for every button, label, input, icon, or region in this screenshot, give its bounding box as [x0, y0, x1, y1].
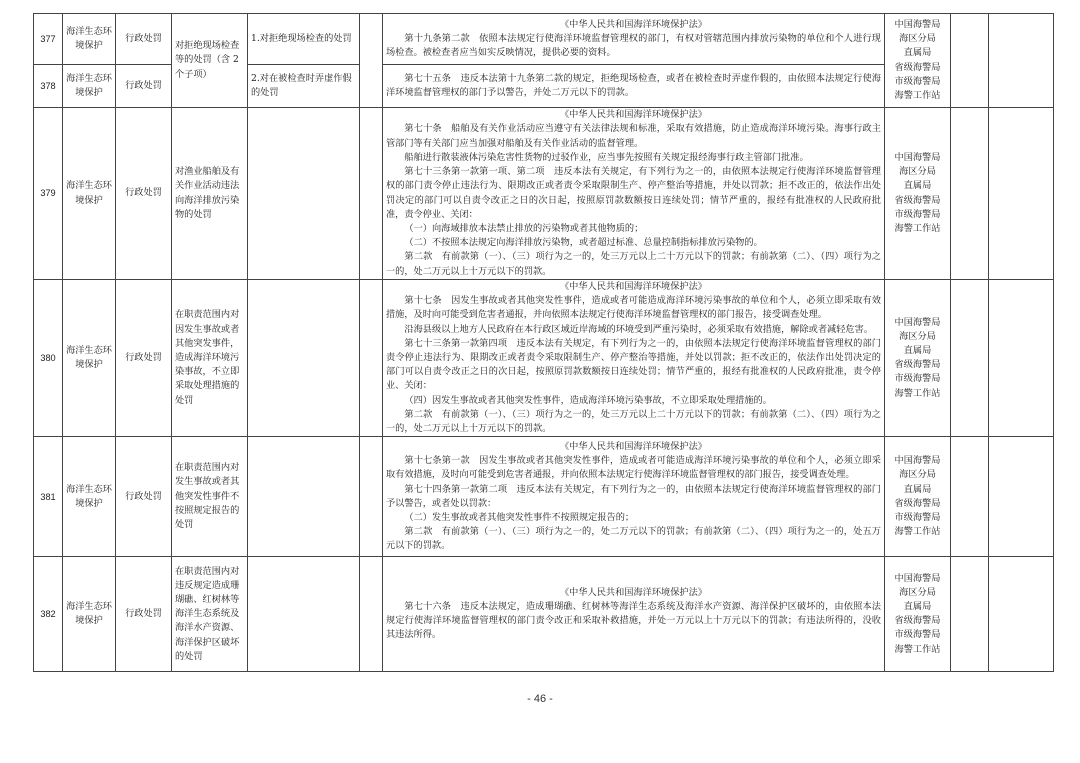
authority-line: 省级海警局	[894, 61, 941, 73]
remarks-cell	[989, 108, 1054, 280]
authority-cell	[885, 280, 951, 437]
category-cell: 海洋生态环境保护	[63, 280, 116, 437]
authority-line: 海警工作站	[894, 387, 941, 399]
legal-basis-cell	[383, 437, 885, 557]
authority-line: 海警工作站	[894, 222, 941, 234]
authority-line: 市级海警局	[894, 208, 941, 220]
basis-paragraph: （二）不按照本法规定向海洋排放污染物，或者超过标准、总量控制指标排放污染物的。	[404, 237, 763, 249]
category-cell: 海洋生态环境保护	[63, 14, 116, 65]
blank-cell	[360, 557, 383, 672]
authority-cell	[885, 557, 951, 672]
basis-paragraph: 第七十五条 违反本法第十九条第二款的规定，拒绝现场检查，或者在被检查时弄虚作假的，由依照本法规定行使海洋环境监督管理权的部门予以警告，并处二万元以下的罚款。	[386, 72, 881, 98]
basis-paragraph: 第七十三条第一款第四项 违反本法有关规定，有下列行为之一的，由依照本法规定行使海洋环境监督管理权的部门责令停止违法行为、限期改正或者责令采取限制生产、停产整治等措施，并处以罚款；拒不改正的，依法作出处罚决定的部门可以自责令改正之日的次日起，按照原罚款数额按日连续处罚；情节严重的，报经有批准权的人民政府批准，责令停业、关闭：	[386, 337, 881, 392]
authority-line: 市级海警局	[894, 629, 941, 641]
authority-line: 直属局	[903, 47, 932, 59]
legal-basis-cell	[383, 557, 885, 672]
authority-line: 省级海警局	[894, 359, 941, 371]
power-type-cell: 行政处罚	[116, 437, 172, 557]
table-row	[34, 280, 1054, 437]
row-number: 377	[34, 14, 63, 65]
category-cell: 海洋生态环境保护	[63, 65, 116, 108]
law-title: 《中华人民共和国海洋环境保护法》	[560, 18, 707, 30]
basis-paragraph: 沿海县级以上地方人民政府在本行政区域近岸海域的环境受到严重污染时，必须采取有效措施，解除或者减轻危害。	[404, 323, 873, 335]
authority-cell	[885, 437, 951, 557]
law-title: 《中华人民共和国海洋环境保护法》	[560, 109, 707, 121]
item-name-cell: 在职责范围内对违反规定造成珊瑚礁、红树林等海洋生态系统及海洋水产资源、海洋保护区破坏的处罚	[172, 557, 248, 672]
blank-cell	[951, 557, 989, 672]
basis-paragraph: 第七十六条 违反本法规定，造成珊瑚礁、红树林等海洋生态系统及海洋水产资源、海洋保护区破坏的，由依照本法规定行使海洋环境监督管理权的部门责令改正和采取补救措施，并处一万元以上十万元以下的罚款；有违法所得的，没收其违法所得。	[386, 601, 881, 641]
item-name-cell: 在职责范围内对发生事故或者其他突发性事件不按照规定报告的处罚	[172, 437, 248, 557]
row-number: 382	[34, 557, 63, 672]
sub-item-cell	[248, 557, 360, 672]
authority-line: 海警工作站	[894, 89, 941, 101]
authority-line: 省级海警局	[894, 615, 941, 627]
basis-paragraph: 第七十条 船舶及有关作业活动应当遵守有关法律法规和标准，采取有效措施，防止造成海洋环境污染。海事行政主管部门等有关部门应当加强对船舶及有关作业活动的监督管理。	[386, 123, 881, 149]
authority-line: 海区分局	[899, 33, 936, 45]
row-number: 378	[34, 65, 63, 108]
remarks-cell	[989, 280, 1054, 437]
sub-item-cell: 1.对拒绝现场检查的处罚	[248, 14, 360, 65]
basis-paragraph: 船舶进行散装液体污染危害性货物的过驳作业，应当事先按照有关规定报经海事行政主管部门批准。	[404, 151, 809, 163]
category-cell: 海洋生态环境保护	[63, 108, 116, 280]
sub-item-cell	[248, 108, 360, 280]
blank-cell	[951, 108, 989, 280]
category-cell: 海洋生态环境保护	[63, 437, 116, 557]
basis-paragraph: 第七十四条第一款第二项 违反本法有关规定，有下列行为之一的，由依照本法规定行使海洋环境监督管理权的部门予以警告，或者处以罚款：	[386, 483, 881, 509]
basis-paragraph: 第二款 有前款第（一）、（三）项行为之一的，处三万元以上二十万元以下的罚款；有前款第（二）、（四）项行为之一的，处二万元以上十万元以下的罚款。	[386, 251, 881, 277]
authority-line: 中国海警局	[894, 572, 941, 584]
power-type-cell: 行政处罚	[116, 557, 172, 672]
blank-cell	[951, 14, 989, 108]
basis-paragraph: 第十七条 因发生事故或者其他突发性事件，造成或者可能造成海洋环境污染事故的单位和个人，必须立即采取有效措施，及时向可能受到危害者通报，并向依照本法规定行使海洋环境监督管理权的部门报告，接受调查处理。	[386, 295, 881, 321]
category-cell: 海洋生态环境保护	[63, 557, 116, 672]
authority-line: 海警工作站	[894, 526, 941, 538]
table-row	[34, 14, 1054, 65]
authority-line: 海区分局	[899, 166, 936, 178]
law-title: 《中华人民共和国海洋环境保护法》	[560, 281, 707, 292]
item-name-cell: 在职责范围内对因发生事故或者其他突发事件，造成海洋环境污染事故，不立即采取处理措施的处罚	[172, 280, 248, 437]
authority-line: 省级海警局	[894, 194, 941, 206]
authority-line: 直属局	[903, 344, 932, 356]
authority-line: 海区分局	[899, 586, 936, 598]
item-name-cell: 对拒绝现场检查等的处罚（含 2 个子项）	[172, 14, 248, 108]
authority-line: 省级海警局	[894, 497, 941, 509]
blank-cell	[360, 280, 383, 437]
blank-cell	[360, 108, 383, 280]
blank-cell	[951, 437, 989, 557]
blank-cell	[360, 14, 383, 108]
authority-line: 直属局	[903, 483, 932, 495]
power-type-cell: 行政处罚	[116, 108, 172, 280]
authority-line: 直属局	[903, 601, 932, 613]
basis-paragraph: （一）向海域排放本法禁止排放的污染物或者其他物质的；	[404, 222, 644, 234]
row-number: 379	[34, 108, 63, 280]
authority-line: 中国海警局	[894, 151, 941, 163]
basis-paragraph: 第二款 有前款第（一）、（三）项行为之一的，处二万元以下的罚款；有前款第（二）、（四）项行为之一的，处五万元以下的罚款。	[386, 526, 881, 552]
basis-paragraph: 第七十三条第一款第一项、第二项 违反本法有关规定，有下列行为之一的，由依照本法规定行使海洋环境监督管理权的部门责令停止违法行为、限期改正或者责令采取限制生产、停产整治等措施，并处以罚款；拒不改正的，依法作出处罚决定的部门可以自责令改正之日的次日起，按照原罚款数额按日连续处罚；情节严重的，报经有批准权的人民政府批准，责令停业、关闭：	[386, 166, 881, 220]
authority-line: 海区分局	[899, 469, 936, 481]
basis-paragraph: （四）因发生事故或者其他突发性事件，造成海洋环境污染事故，不立即采取处理措施的。	[404, 394, 772, 406]
remarks-cell	[989, 557, 1054, 672]
remarks-cell	[989, 437, 1054, 557]
authority-line: 直属局	[903, 180, 932, 192]
table-row	[34, 437, 1054, 557]
sub-item-cell	[248, 437, 360, 557]
authority-line: 海区分局	[899, 330, 936, 342]
authority-cell	[885, 108, 951, 280]
basis-paragraph: 第十九条第二款 依照本法规定行使海洋环境监督管理权的部门，有权对管辖范围内排放污染物的单位和个人进行现场检查。被检查者应当如实反映情况，提供必要的资料。	[386, 32, 881, 59]
power-type-cell: 行政处罚	[116, 65, 172, 108]
row-number: 381	[34, 437, 63, 557]
law-title: 《中华人民共和国海洋环境保护法》	[560, 586, 707, 598]
item-name-cell: 对渔业船舶及有关作业活动违法向海洋排放污染物的处罚	[172, 108, 248, 280]
basis-paragraph: 第十七条第一款 因发生事故或者其他突发性事件，造成或者可能造成海洋环境污染事故的单位和个人，必须立即采取有效措施，及时向可能受到危害者通报，并向依照本法规定行使海洋环境监督管理权的部门报告，接受调查处理。	[386, 455, 881, 481]
legal-basis-cell	[383, 108, 885, 280]
authority-line: 市级海警局	[894, 511, 941, 523]
authority-line: 中国海警局	[894, 18, 941, 30]
table-row	[34, 108, 1054, 280]
row-number: 380	[34, 280, 63, 437]
sub-item-cell	[248, 280, 360, 437]
basis-paragraph: 第二款 有前款第（一）、（三）项行为之一的，处三万元以上二十万元以下的罚款；有前款第（二）、（四）项行为之一的，处二万元以上十万元以下的罚款。	[386, 408, 881, 435]
authority-line: 中国海警局	[894, 455, 941, 467]
law-title: 《中华人民共和国海洋环境保护法》	[560, 440, 707, 452]
blank-cell	[360, 437, 383, 557]
authority-cell	[885, 14, 951, 108]
table-row	[34, 557, 1054, 672]
basis-paragraph: （二）发生事故或者其他突发性事件不按照规定报告的；	[404, 511, 635, 523]
legal-basis-cell	[383, 14, 885, 65]
legal-basis-cell	[383, 280, 885, 437]
remarks-cell	[989, 14, 1054, 108]
blank-cell	[951, 280, 989, 437]
power-type-cell: 行政处罚	[116, 280, 172, 437]
power-list-table	[33, 13, 1054, 672]
power-type-cell: 行政处罚	[116, 14, 172, 65]
page-number: - 46 -	[527, 693, 553, 705]
sub-item-cell: 2.对在被检查时弄虚作假的处罚	[248, 65, 360, 108]
authority-line: 市级海警局	[894, 373, 941, 385]
legal-basis-cell	[383, 65, 885, 108]
authority-line: 市级海警局	[894, 75, 941, 87]
authority-line: 中国海警局	[894, 316, 941, 328]
authority-line: 海警工作站	[894, 643, 941, 655]
